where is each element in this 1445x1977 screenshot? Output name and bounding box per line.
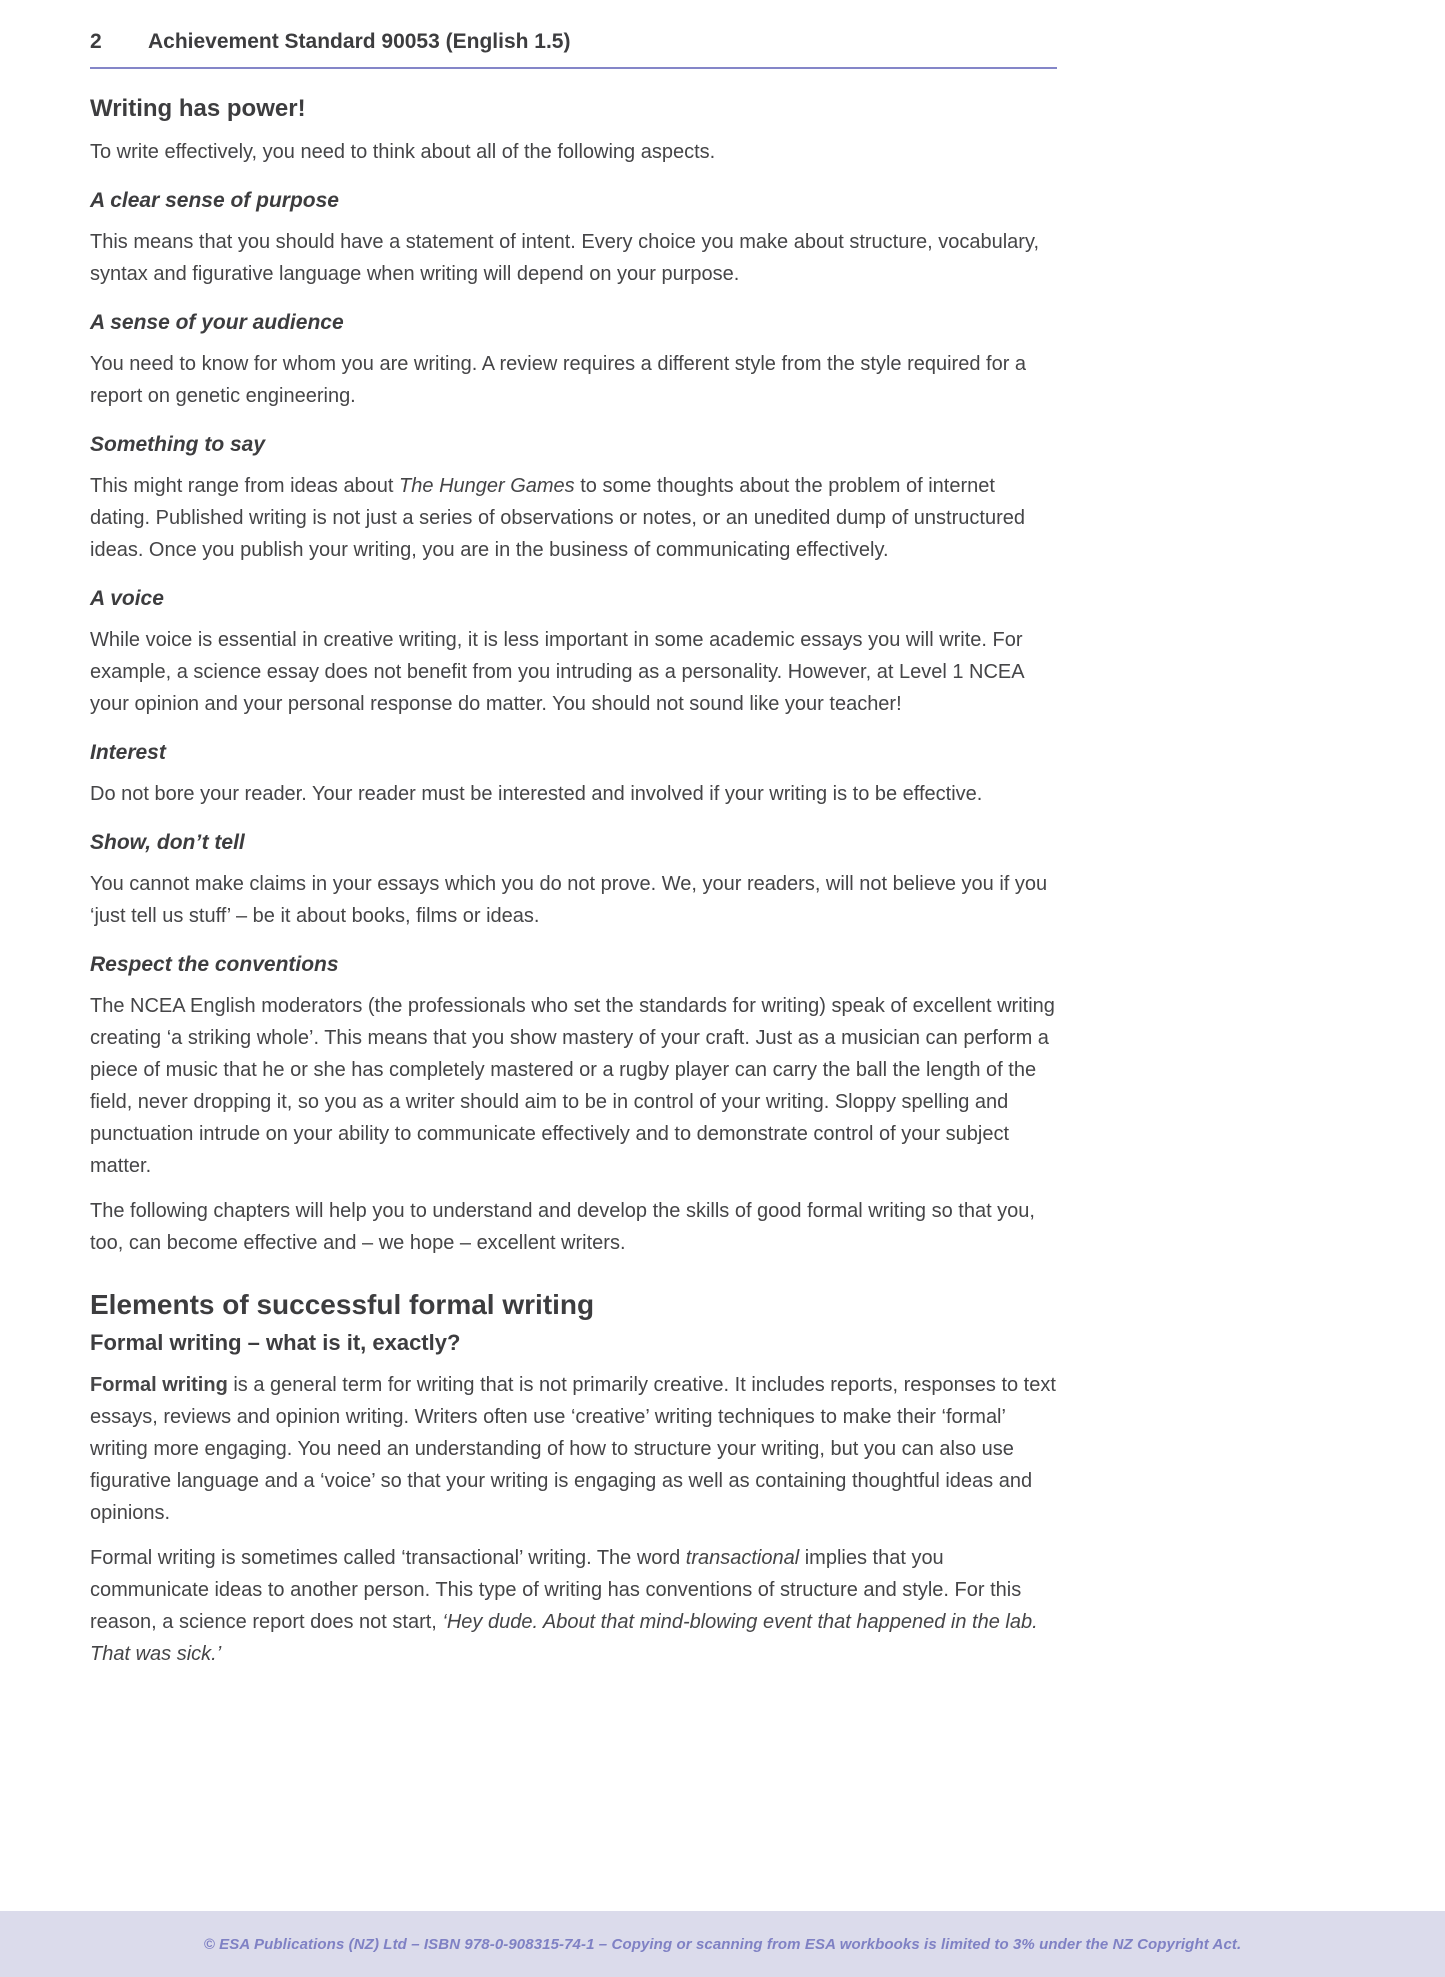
subsection-heading: Respect the conventions [90,953,339,976]
text-run: implies that you communicate ideas to another person. This type of writing has conventions of structure and style. For this reason, a science report does not start, [90,1547,1022,1633]
formal-writing-paragraph-1 [90,1369,1057,1529]
subsection-paragraph [90,226,1057,290]
text-run: Formal writing is sometimes called ‘transactional’ writing. The word [90,1547,686,1569]
subsection-voice [90,587,1057,720]
closing-paragraph [90,1195,1057,1259]
subsection-paragraph [90,778,1057,810]
formal-writing-paragraph-2 [90,1542,1057,1670]
subsection-heading: Show, don’t tell [90,831,245,854]
text-run: The NCEA English moderators (the professionals who set the standards for writing) speak of excellent writing creating ‘a striking whole’. This means that you show mastery of your craft. Just as a musician can perform a piece of music that he or she has completely mastered or a rugby player can carry the ball the length of the field, never dropping it, so you as a writer should aim to be in control of your writing. Sloppy spelling and punctuation intrude on your ability to communicate effectively and to demonstrate control of your subject matter. [90,995,1055,1177]
subsection-paragraph [90,990,1057,1182]
text-run: to some thoughts about the problem of internet dating. Published writing is not just a series of observations or notes, or an unedited dump of unstructured ideas. Once you publish your writing, you are in the business of communicating effectively. [90,475,1025,561]
subsection-heading: Interest [90,741,166,764]
heading-writing-has-power: Writing has power! [90,95,306,122]
subsection-audience [90,311,1057,412]
page-number: 2 [90,30,102,53]
subsection-heading: Something to say [90,433,266,456]
page-footer [0,1911,1445,1977]
subsection-something-to-say [90,433,1057,566]
subsection-paragraph [90,348,1057,412]
subsection-heading: A sense of your audience [90,311,344,334]
subsection-respect-conventions [90,953,1057,1182]
text-run: You cannot make claims in your essays which you do not prove. We, your readers, will not believe you if you ‘just tell us stuff’ – be it about books, films or ideas. [90,873,1048,927]
text-run: Do not bore your reader. Your reader must be interested and involved if your writing is to be effective. [90,783,983,805]
page-header-title: Achievement Standard 90053 (English 1.5) [148,30,571,53]
text-run: The Hunger Games [399,475,575,497]
subheading-formal-writing: Formal writing – what is it, exactly? [90,1330,461,1355]
text-run: transactional [685,1547,800,1569]
text-run: This means that you should have a statement of intent. Every choice you make about structure, vocabulary, syntax and figurative language when writing will depend on your purpose. [90,231,1040,285]
footer-copyright-text: © ESA Publications (NZ) Ltd – ISBN 978-0-908315-74-1 – Copying or scanning from ESA workbooks is limited to 3% under the NZ Copyright Act. [203,1935,1242,1953]
subsection-interest [90,741,1057,810]
subsection-show-dont-tell [90,831,1057,932]
subsection-heading: A voice [90,587,164,610]
text-run: Formal writing [90,1374,228,1396]
heading-elements-formal-writing: Elements of successful formal writing [90,1289,595,1320]
text-run: You need to know for whom you are writing. A review requires a different style from the style required for a report on genetic engineering. [90,353,1027,407]
subsection-heading: A clear sense of purpose [90,189,339,212]
text-run: is a general term for writing that is not primarily creative. It includes reports, responses to text essays, reviews and opinion writing. Writers often use ‘creative’ writing techniques to make their ‘formal’ writing more engaging. You need an understanding of how to structure your writing, but you can also use figurative language and a ‘voice’ so that your writing is engaging as well as containing thoughtful ideas and opinions. [90,1374,1056,1524]
intro-paragraph: To write effectively, you need to think about all of the following aspects. [90,141,716,163]
page-header [90,30,1057,69]
subsection-purpose [90,189,1057,290]
text-run: This might range from ideas about [90,475,400,497]
text-run: The following chapters will help you to understand and develop the skills of good formal writing so that you, too, can become effective and – we hope – excellent writers. [90,1200,1035,1254]
text-run: While voice is essential in creative writing, it is less important in some academic essays you will write. For example, a science essay does not benefit from you intruding as a personality. However, at Level 1 NCEA your opinion and your personal response do matter. You should not sound like your teacher! [90,629,1024,715]
subsection-paragraph [90,624,1057,720]
text-run: ‘Hey dude. About that mind-blowing event that happened in the lab. That was sick.’ [90,1611,1038,1665]
subsection-paragraph [90,470,1057,566]
subsection-paragraph [90,868,1057,932]
